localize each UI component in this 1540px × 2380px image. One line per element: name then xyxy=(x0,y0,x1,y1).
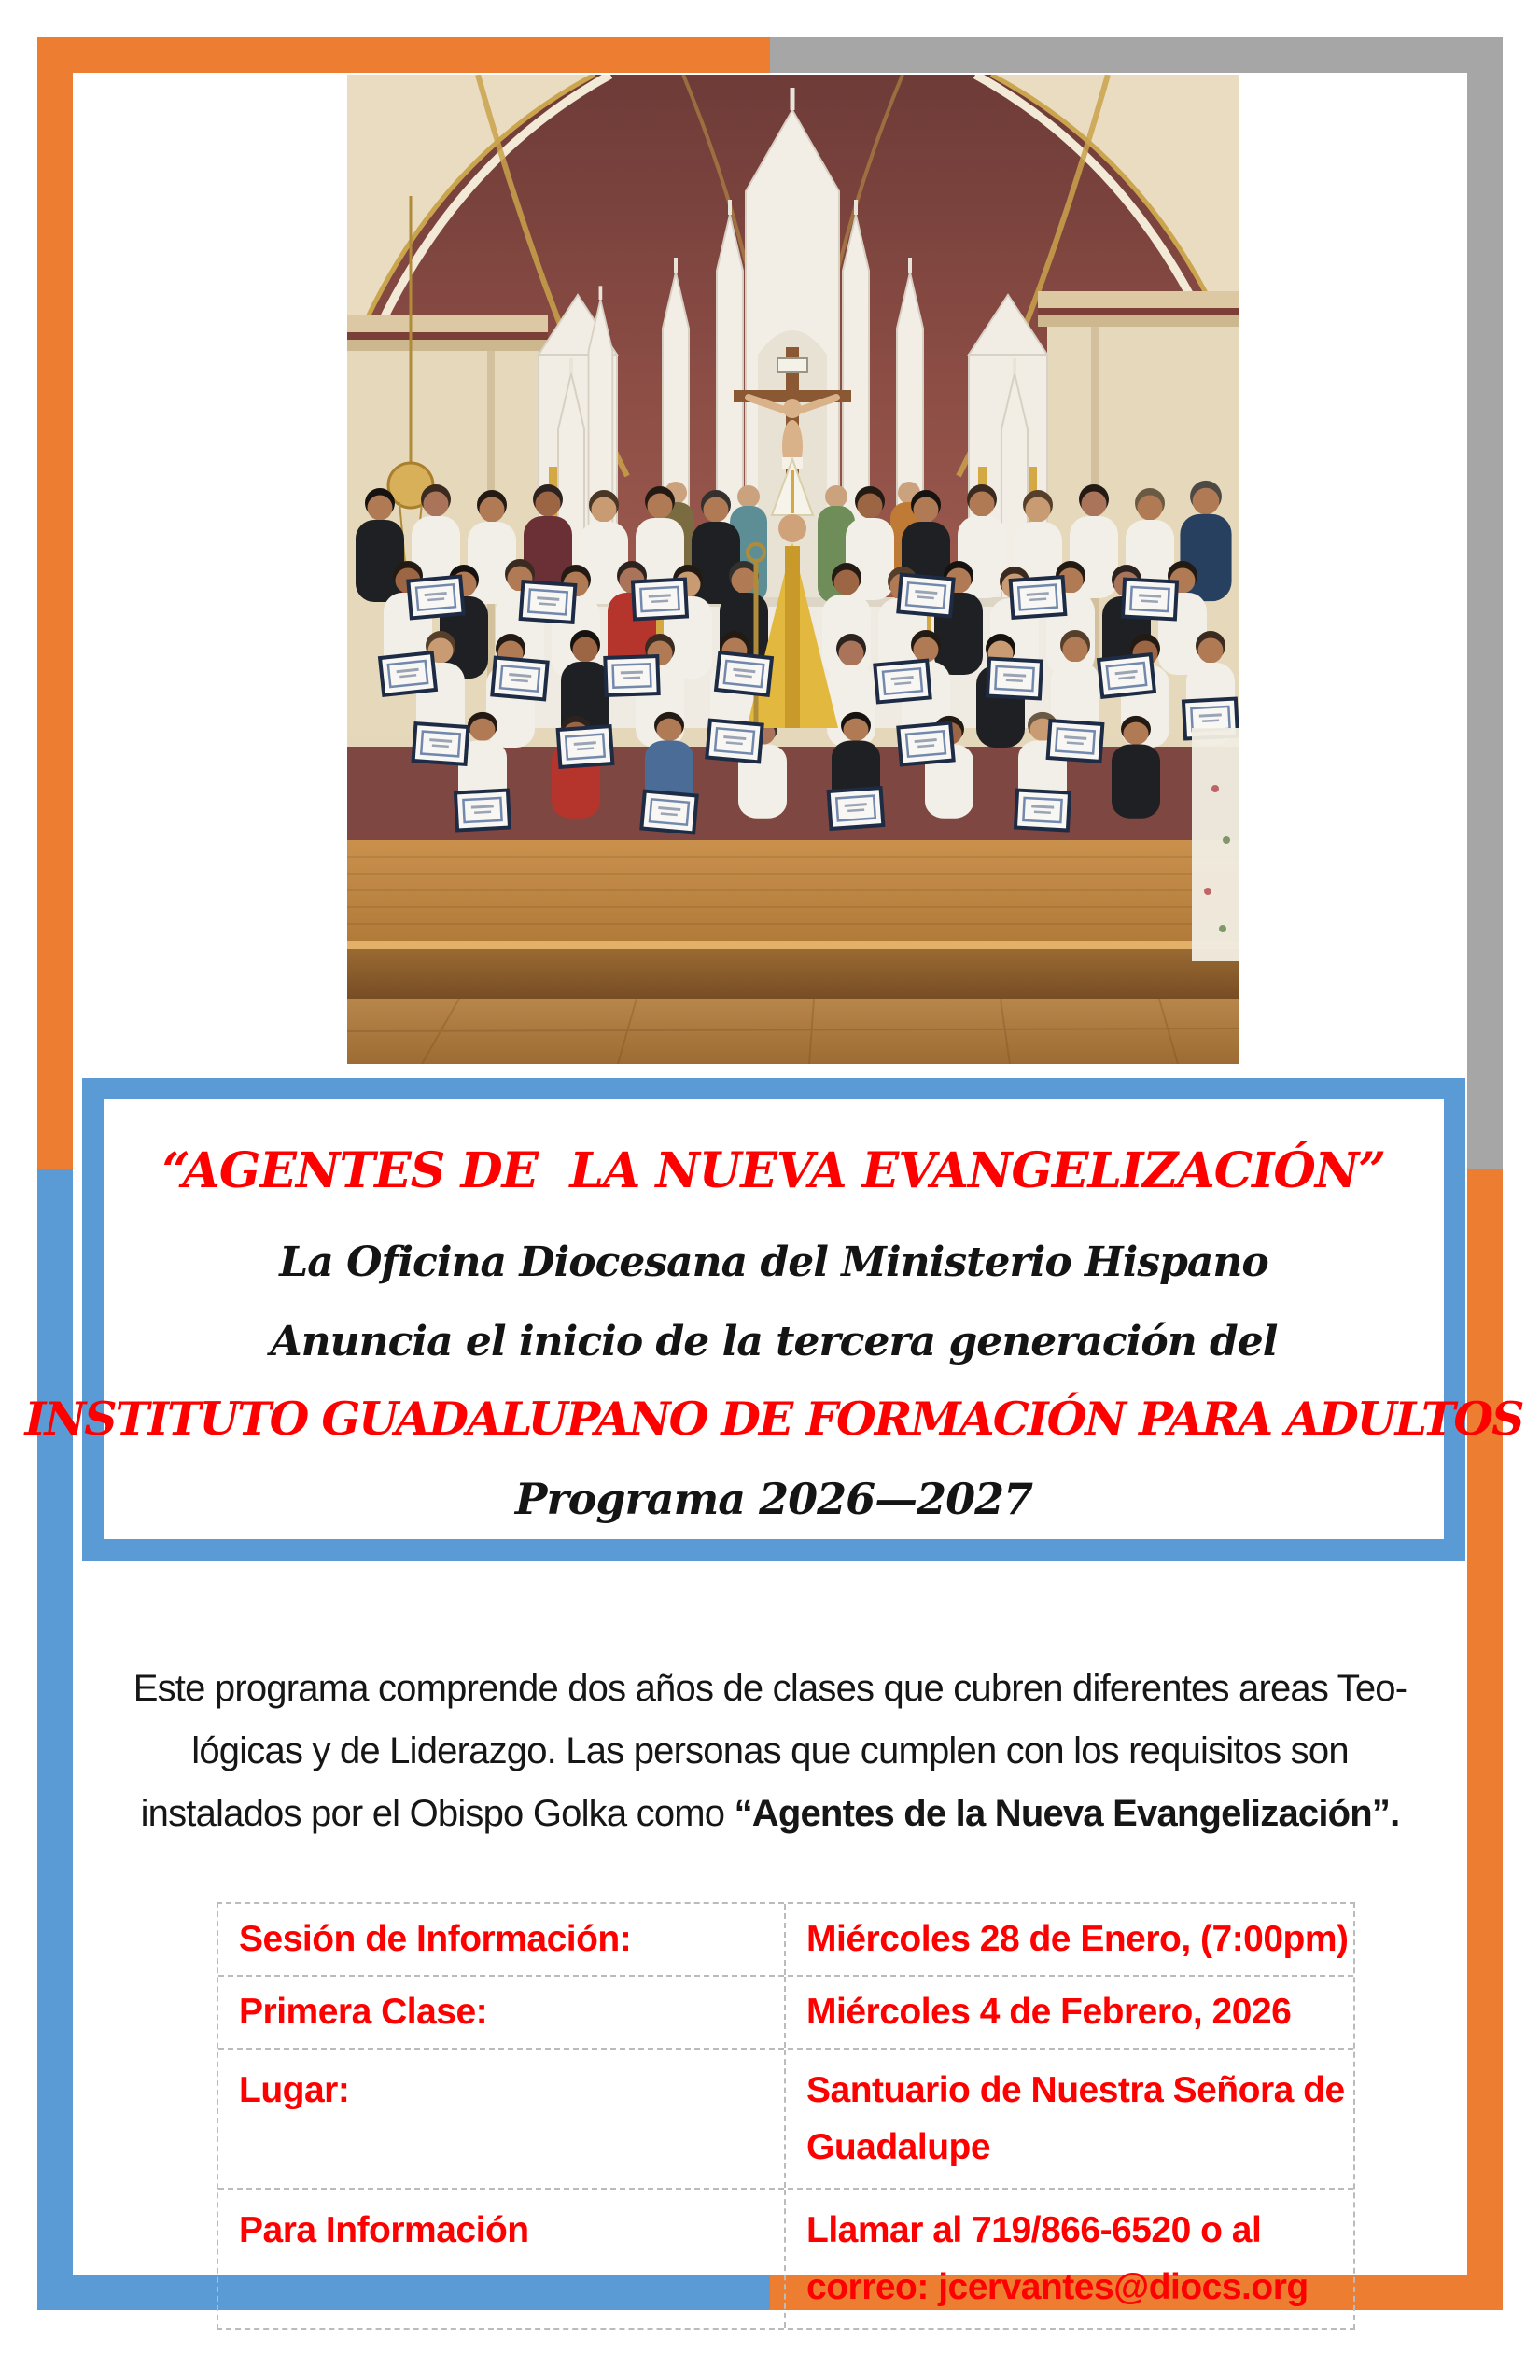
table-row xyxy=(218,1904,1353,1975)
stage-floor xyxy=(347,840,1239,1064)
frame-bar-right-upper xyxy=(1467,37,1503,1169)
intro-line-1: Este programa comprende dos años de clases que cubren diferentes areas Teo- xyxy=(133,1668,1407,1709)
table-row xyxy=(218,2188,1353,2328)
title-line-program: Programa 2026—2027 xyxy=(514,1474,1033,1524)
row-value: Miércoles 28 de Enero, (7:00pm) xyxy=(784,1904,1358,1975)
row-label: Primera Clase: xyxy=(239,1992,488,2032)
title-line-institute: INSTITUTO GUADALUPANO DE FORMACIÓN PARA ADULTOS xyxy=(24,1392,1523,1446)
title-line-announce: Anuncia el inicio de la tercera generación del xyxy=(270,1318,1278,1365)
row-value: Llamar al 719/866-6520 o al correo: jcervantes@diocs.org xyxy=(784,2190,1353,2328)
intro-line-3-bold: “Agentes de la Nueva Evangelización”. xyxy=(734,1793,1400,1834)
row-value: Santuario de Nuestra Señora de Guadalupe xyxy=(784,2050,1354,2188)
table-row xyxy=(218,2048,1353,2188)
intro-line-2: lógicas y de Liderazgo. Las personas que cumplen con los requisitos son xyxy=(191,1730,1349,1771)
frame-bar-left-upper xyxy=(37,37,73,1169)
row-label: Sesión de Información: xyxy=(239,1919,632,1959)
row-label: Para Información xyxy=(239,2210,529,2250)
intro-line-3-normal: instalados por el Obispo Golka como xyxy=(140,1793,735,1834)
group-photo-illustration xyxy=(347,75,1239,1064)
intro-paragraph xyxy=(56,1658,1484,1845)
title-box xyxy=(24,1078,1523,1561)
title-line-office: La Oficina Diocesana del Ministerio Hispano xyxy=(279,1239,1268,1286)
lace-cloth xyxy=(1192,728,1239,961)
table-row xyxy=(218,1975,1353,2048)
intro-line-3 xyxy=(56,1783,1484,1845)
title-line-quote: “AGENTES DE LA NUEVA EVANGELIZACIÓN” xyxy=(161,1142,1386,1199)
row-label: Lugar: xyxy=(239,2070,350,2110)
row-value: Miércoles 4 de Febrero, 2026 xyxy=(784,1977,1353,2048)
info-table xyxy=(217,1902,1355,2330)
group-photo xyxy=(347,75,1239,1064)
frame-bar-top-left xyxy=(37,37,770,73)
frame-bar-top-right xyxy=(770,37,1503,73)
